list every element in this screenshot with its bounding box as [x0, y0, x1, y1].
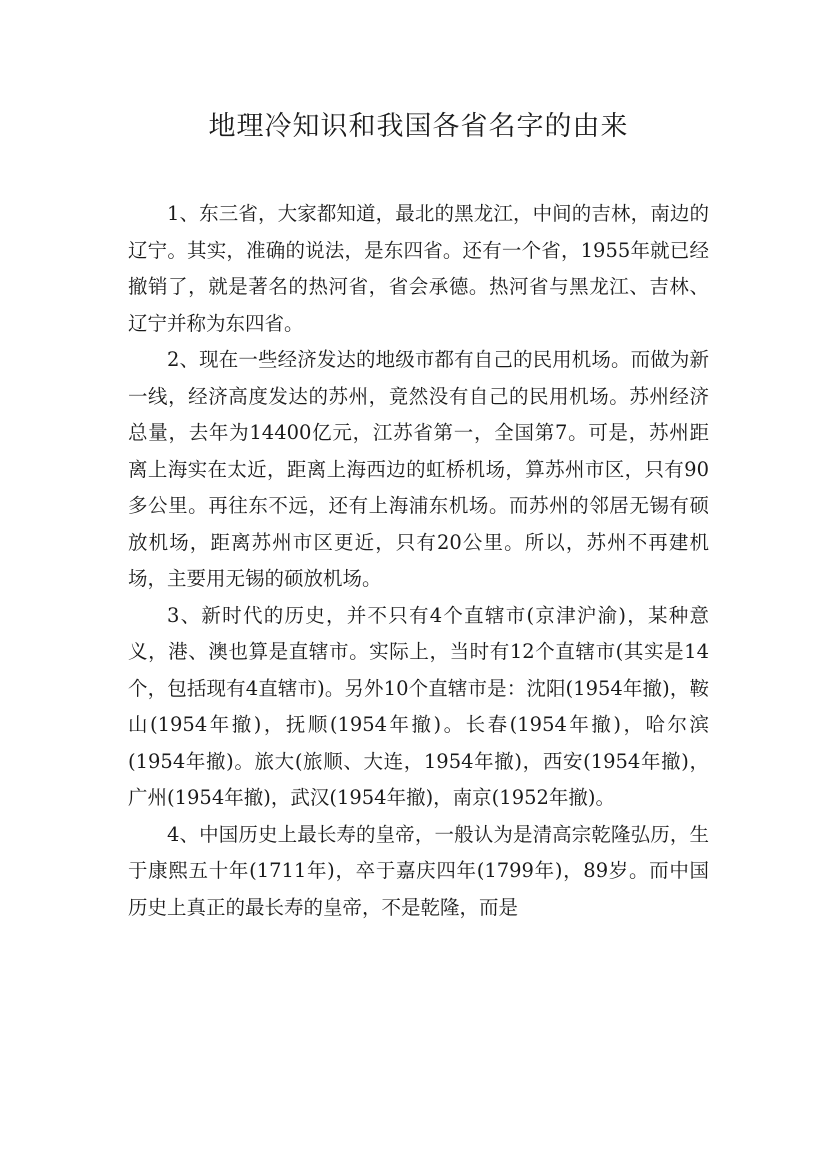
document-body — [128, 196, 709, 926]
paragraph-4: 4、中国历史上最长寿的皇帝，一般认为是清高宗乾隆弘历，生于康熙五十年(1711年)，卒于嘉庆四年(1799年)，89岁。而中国历史上真正的最长寿的皇帝，不是乾隆，而是 — [128, 822, 709, 919]
paragraph-2: 2、现在一些经济发达的地级市都有自己的民用机场。而做为新一线，经济高度发达的苏州，竟然没有自己的民用机场。苏州经济总量，去年为14400亿元，江苏省第一，全国第7。可是，苏州距离上海实在太近，距离上海西边的虹桥机场，算苏州市区，只有90多公里。再往东不远，还有上海浦东机场。而苏州的邻居无锡有硕放机场，距离苏州市区更近，只有20公里。所以，苏州不再建机场，主要用无锡的硕放机场。 — [128, 348, 709, 590]
paragraph-1: 1、东三省，大家都知道，最北的黑龙江，中间的吉林，南边的辽宁。其实，准确的说法，是东四省。还有一个省，1955年就已经撤销了，就是著名的热河省，省会承德。热河省与黑龙江、吉林、辽宁并称为东四省。 — [128, 202, 709, 335]
document-title: 地理冷知识和我国各省名字的由来 — [208, 111, 629, 142]
paragraph-3: 3、新时代的历史，并不只有4个直辖市(京津沪渝)，某种意义，港、澳也算是直辖市。实际上，当时有12个直辖市(其实是14个，包括现有4直辖市)。另外10个直辖市是：沈阳(1954年撤)，鞍山(1954年撤)，抚顺(1954年撤)。长春(1954年撤)，哈尔滨(1954年撤)。旅大(旅顺、大连，1954年撤)，西安(1954年撤)，广州(1954年撤)，武汉(1954年撤)，南京(1952年撤)。 — [128, 603, 709, 809]
